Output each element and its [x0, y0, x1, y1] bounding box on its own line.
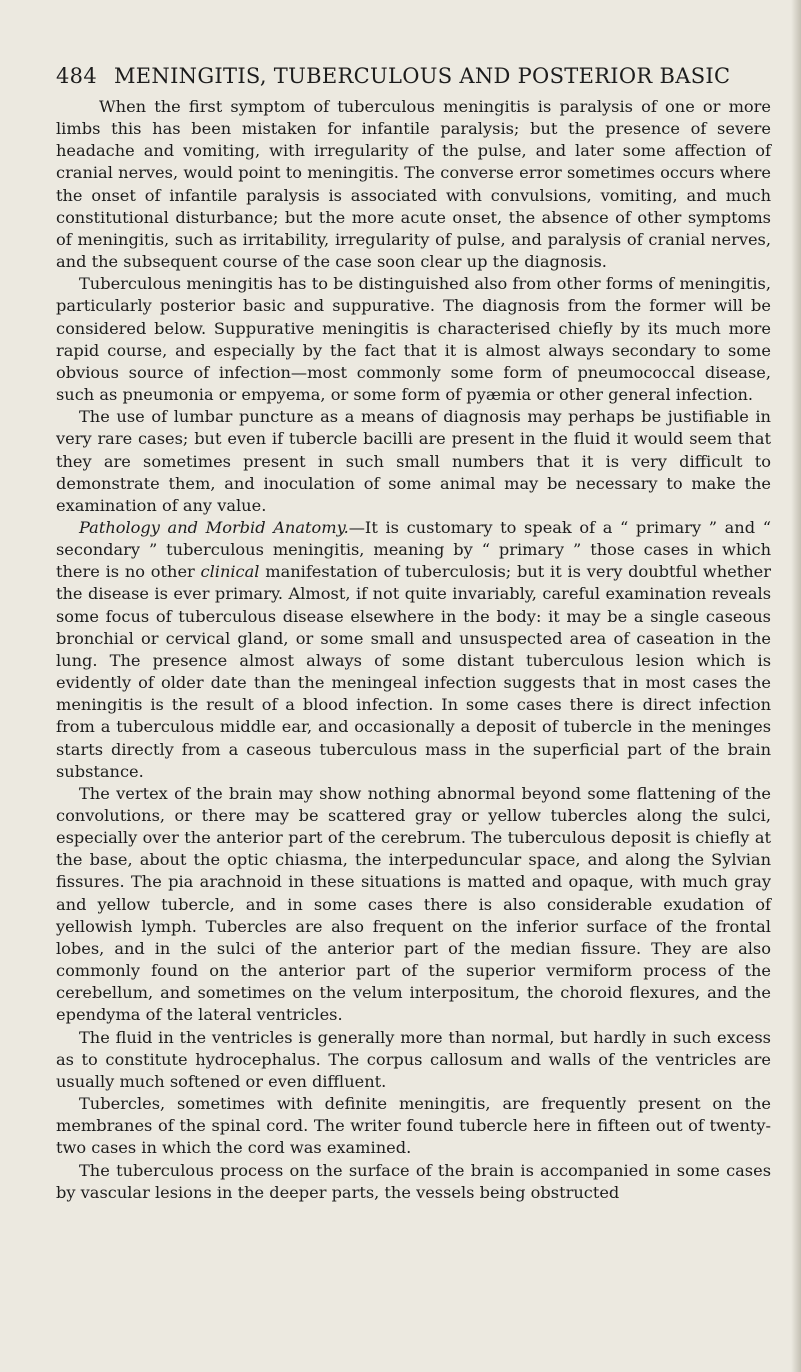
paragraph-5: The vertex of the brain may show nothing abnormal beyond some flattening of the convolutions, or there may be scattered gray or yellow tubercles along the sulci, especially over the anterior part of the cerebrum. The tuberculous deposit is chiefly at the base, about the optic chiasma, the interpeduncular space, and along the Sylvian fissures. The pia arachnoid in these situations is matted and opaque, with much gray and yellow tubercle, and in some cases there is also considerable exudation of yellowish lymph. Tubercles are also frequent on the inferior surface of the frontal lobes, and in the sulci of the anterior part of the median fissure. They are also commonly found on the anterior part of the superior vermiform process of the cerebellum, and sometimes on the velum interpositum, the choroid flexures, and the ependyma of the lateral ventricles.	[56, 783, 771, 1025]
emphasis-clinical: clinical	[200, 562, 260, 582]
paragraph-3: The use of lumbar puncture as a means of diagnosis may perhaps be justifiable in very rare cases; but even if tubercle bacilli are present in the fluid it would seem that they are sometimes present in such small numbers that it is very difficult to demonstrate them, and inoculation of some animal may be necessary to make the examination of any value.	[56, 407, 771, 515]
section-heading: Pathology and Morbid Anatomy.	[79, 517, 349, 537]
paragraph-7: Tubercles, sometimes with definite meningitis, are frequently present on the membranes of the spinal cord. The writer found tubercle here in fifteen out of twenty-two cases in which the cord was examined.	[56, 1094, 771, 1158]
paragraph-6: The fluid in the ventricles is generally more than normal, but hardly in such excess as to constitute hydrocephalus. The corpus callosum and walls of the ventricles are usually much softened or even diffluent.	[56, 1027, 771, 1091]
running-header	[56, 62, 771, 90]
paragraph-4-text-a: —It is customary to speak of a “ primary ” and “ secondary ” tuberculous meningitis, meaning by “ primary ” those cases in which there is no other	[56, 517, 771, 582]
running-title: MENINGITIS, TUBERCULOUS AND POSTERIOR BASIC	[113, 64, 731, 88]
paragraph-1: When the first symptom of tuberculous meningitis is paralysis of one or more limbs this has been mistaken for infantile paralysis; but the presence of severe headache and vomiting, with irregularity of the pulse, and later some affection of cranial nerves, would point to meningitis. The converse error sometimes occurs where the onset of infantile paralysis is associated with convulsions, vomiting, and much constitutional disturbance; but the more acute onset, the absence of other symptoms of meningitis, such as irritability, irregularity of pulse, and paralysis of cranial nerves, and the subsequent course of the case soon clear up the diagnosis.	[56, 97, 771, 272]
paragraph-4	[56, 517, 771, 783]
paragraph-8: The tuberculous process on the surface of the brain is accompanied in some cases by vascular lesions in the deeper parts, the vessels being obstructed	[56, 1160, 771, 1202]
page-number: 484	[56, 64, 97, 88]
paragraph-2: Tuberculous meningitis has to be distinguished also from other forms of meningitis, particularly posterior basic and suppurative. The diagnosis from the former will be considered below. Suppurative meningitis is characterised chiefly by its much more rapid course, and especially by the fact that it is almost always secondary to some obvious source of infection—most commonly some form of pneumococcal disease, such as pneumonia or empyema, or some form of pyæmia or other general infection.	[56, 274, 771, 405]
page-edge-shadow	[791, 0, 801, 1372]
page-body	[56, 96, 771, 1204]
paragraph-4-text-b: manifestation of tuberculosis; but it is very doubtful whether the disease is ever primary. Almost, if not quite invariably, careful examination reveals some focus of tuberculous disease elsewhere in the body: it may be a single caseous bronchial or cervical gland, or some small and unsuspected area of caseation in the lung. The presence almost always of some distant tuberculous lesion which is evidently of older date than the meningeal infection suggests that in most cases the meningitis is the result of a blood infection. In some cases there is direct infection from a tuberculous middle ear, and occasionally a deposit of tubercle in the meninges starts directly from a caseous tuberculous mass in the superficial part of the brain substance.	[56, 562, 771, 781]
